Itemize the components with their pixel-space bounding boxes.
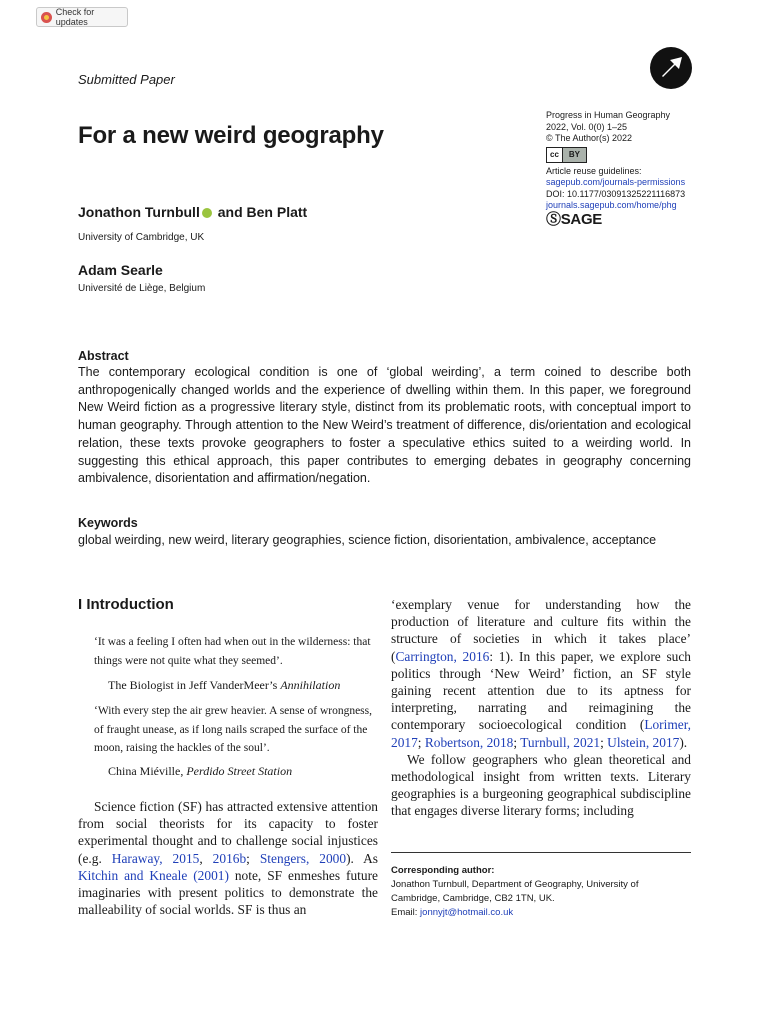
epigraph-1-source [108, 678, 340, 693]
corresponding-author-email-line [391, 906, 691, 920]
orcid-icon[interactable] [202, 208, 212, 218]
epigraph-2-source-prefix: China Miéville, [108, 764, 184, 778]
citation-carrington[interactable]: Carrington, 2016 [395, 648, 490, 664]
sage-publisher-label: SAGE [560, 210, 603, 228]
doi: DOI: 10.1177/03091325221116873 [546, 188, 686, 199]
email-link[interactable]: jonnyjt@hotmail.co.uk [420, 907, 514, 918]
citation-haraway-2015[interactable]: Haraway, 2015 [111, 850, 200, 866]
cc-by-license-badge[interactable] [546, 147, 587, 163]
journal-copyright: © The Author(s) 2022 [546, 133, 633, 143]
epigraph-2-source [108, 764, 292, 779]
corresponding-author-line-2: Cambridge, Cambridge, CB2 1TN, UK. [391, 893, 555, 904]
body-left-paragraph: Science fiction (SF) has attracted extensive attention from social theorists for its capacity to foster experimental thought and to challenge social injustices (e.g. Haraway, 2015, 2016b; Stengers, 2000). As Kitchin and Kneale (2001) note, SF enmeshes future imaginaries with present politics to demonstrate the malleability of social worlds. SF is thus an [78, 799, 378, 918]
corresponding-author-heading: Corresponding author: [391, 865, 495, 876]
sage-logo [546, 210, 746, 228]
article-title: For a new weird geography [78, 122, 384, 149]
crossmark-icon [41, 12, 52, 23]
cc-label: cc [547, 148, 563, 162]
keywords-heading: Keywords [78, 516, 138, 530]
epigraph-1-source-title: Annihilation [280, 678, 341, 692]
journal-volume: 2022, Vol. 0(0) 1–25 [546, 121, 628, 132]
body-right-paragraph-1: ‘exemplary venue for understanding how the production of literature and culture fits within the structure of societies in which it takes place’ (Carrington, 2016: 1). In this paper, we explore such politics through ‘New Weird’ fiction, an SF style gaining recent attention due to its aptness for interpreting, narrating and reimagining the contemporary socioecological condition (Lorimer, 2017; Robertson, 2018; Turnbull, 2021; Ulstein, 2017). [391, 597, 691, 750]
author-searle: Adam Searle [78, 262, 163, 278]
author-turnbull: Jonathon Turnbull [78, 204, 200, 220]
check-for-updates-badge[interactable] [36, 7, 128, 27]
article-type: Submitted Paper [78, 72, 175, 87]
by-label: BY [563, 148, 586, 162]
body-text: ‘exemplary venue for understanding how the production of literature and culture fits within the structure of societies in which it takes place’ ( [391, 597, 691, 664]
citation-haraway-2016b[interactable]: 2016b [212, 850, 247, 866]
corresponding-author-line-1: Jonathon Turnbull, Department of Geography, University of [391, 879, 639, 890]
citation-lorimer[interactable]: Lorimer, 2017 [391, 717, 691, 750]
corresponding-author-block [391, 864, 691, 920]
abstract-heading: Abstract [78, 349, 129, 363]
footnote-divider [391, 852, 691, 853]
sage-s-icon: Ⓢ [546, 210, 561, 228]
epigraph-2-source-title: Perdido Street Station [186, 764, 293, 778]
email-label: Email: [391, 907, 418, 918]
reuse-link[interactable]: sagepub.com/journals-permissions [546, 177, 686, 187]
section-heading-introduction: I Introduction [78, 596, 174, 613]
affiliation-liege: Université de Liège, Belgium [78, 283, 206, 294]
body-right-column [391, 596, 691, 820]
check-for-updates-label: Check for updates [55, 7, 95, 27]
abstract-text: The contemporary ecological condition is one of ‘global weirding’, a term coined to describe both anthropogenically changed worlds and the experience of dwelling within them. In this paper, we foreground New Weird fiction as a progressive literary style, distinct from its problematic roots, with conceptual import to human geography. Through attention to the New Weird’s treatment of difference, dis/orientation and ecological relation, these texts provoke geographers to foster a speculative ethics suited to a weirding world. In suggesting this ethical approach, this paper contributes to emerging debates in geography concerning ambivalence, disorientation and affirmation/negation. [78, 365, 691, 486]
citation-kitchin[interactable]: Kitchin and Kneale (2001) [78, 867, 229, 883]
authors-line-1 [78, 204, 307, 220]
body-text: Science fiction (SF) has attracted extensive attention from social theorists for its capacity to foster experimental thought and to challenge social injustices (e.g. [78, 799, 378, 866]
journal-name: Progress in Human Geography [546, 110, 671, 120]
citation-ulstein[interactable]: Ulstein, 2017 [607, 734, 680, 750]
citation-turnbull[interactable]: Turnbull, 2021 [520, 734, 601, 750]
body-text: note, SF enmeshes future imaginaries with present politics to demonstrate the malleability of social worlds. SF is thus an [78, 867, 378, 918]
reuse-label: Article reuse guidelines: [546, 165, 642, 176]
journal-info [546, 110, 746, 228]
body-text: : 1). In this paper, we explore such politics through ‘New Weird’ fiction, an SF style gaining recent attention due to its aptness for interpreting, narrating and reimagining the contemporary socioecological condition ( [391, 648, 691, 733]
epigraph-1-source-prefix: The Biologist in Jeff VanderMeer’s [108, 678, 278, 692]
author-platt: and Ben Platt [217, 204, 308, 220]
body-text: ). As [346, 850, 378, 866]
epigraph-1: ‘It was a feeling I often had when out in the wilderness: that things were not quite what they seemed’. [94, 636, 371, 667]
keywords-text: global weirding, new weird, literary geographies, science fiction, disorientation, ambivalence, acceptance [78, 533, 657, 547]
citation-stengers[interactable]: Stengers, 2000 [259, 850, 347, 866]
body-right-paragraph-2: We follow geographers who glean theoretical and methodological insight from written texts. Literary geographies is a burgeoning geographical subdiscipline that engages diverse literary forms; including [391, 751, 691, 819]
journal-arrow-logo-icon [650, 47, 692, 89]
affiliation-cambridge: University of Cambridge, UK [78, 232, 205, 243]
epigraph-2: ‘With every step the air grew heavier. A sense of wrongness, of fraught unease, as if long nails scraped the surface of the moon, raising the hackles of the soul’. [94, 705, 373, 754]
journal-home-link[interactable]: journals.sagepub.com/home/phg [546, 200, 677, 210]
citation-robertson[interactable]: Robertson, 2018 [424, 734, 514, 750]
